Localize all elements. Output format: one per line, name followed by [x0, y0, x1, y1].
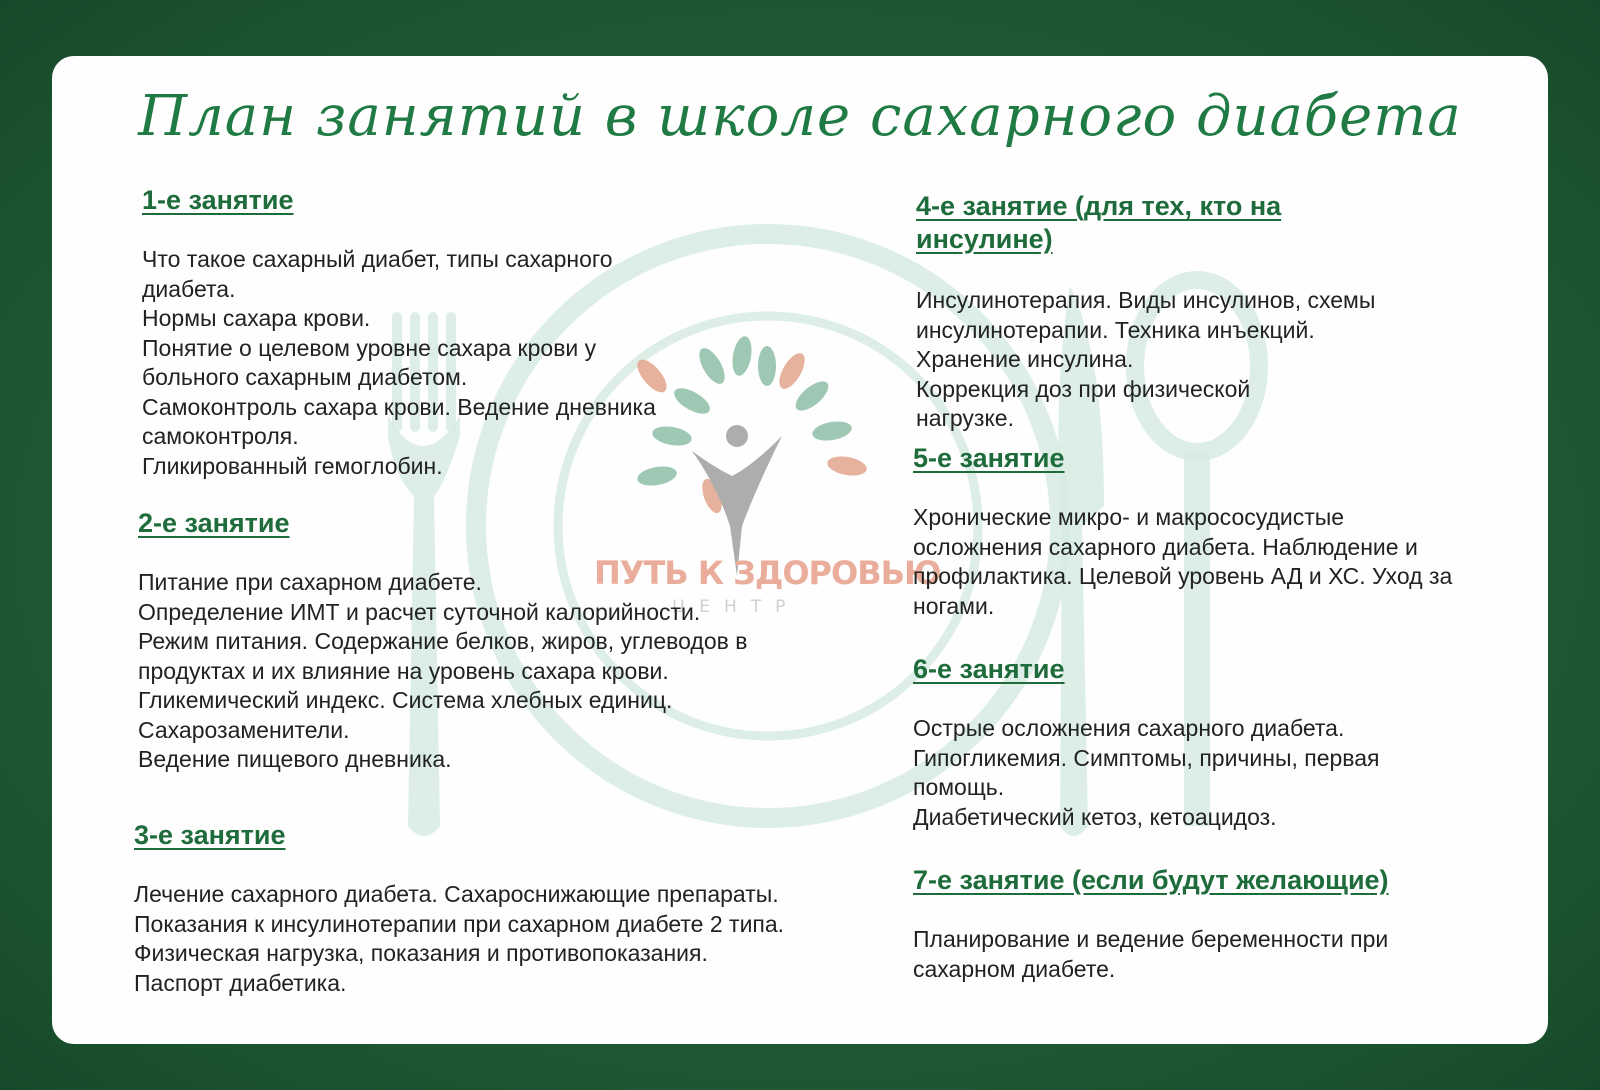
- lesson-1: [142, 184, 782, 481]
- lesson-heading: 3-е занятие: [134, 820, 286, 850]
- lesson-heading-line: 4-е занятие (для тех, кто на: [916, 191, 1282, 221]
- lesson-line: нагрузке.: [916, 405, 1014, 431]
- lesson-line: Режим питания. Содержание белков, жиров, углеводов в: [138, 628, 748, 654]
- lesson-line: Диабетический кетоз, кетоацидоз.: [913, 803, 1277, 830]
- lesson-line: продуктах и их влияние на уровень сахара крови.: [138, 657, 669, 684]
- lesson-plan-card: [52, 56, 1548, 1044]
- lesson-line: больного сахарным диабетом.: [142, 364, 468, 390]
- lesson-line: Понятие о целевом уровне сахара крови у: [142, 334, 597, 361]
- lesson-line: Показания к инсулинотерапии при сахарном диабете 2 типа.: [134, 910, 785, 937]
- lesson-heading: 5-е занятие: [913, 443, 1065, 473]
- lesson-line: Гипогликемия. Симптомы, причины, первая: [913, 744, 1380, 771]
- lesson-7: [913, 864, 1533, 984]
- lesson-line: Сахарозаменители.: [138, 716, 350, 743]
- lesson-heading: [916, 190, 1516, 256]
- lesson-line: инсулинотерапии. Техника инъекций.: [916, 316, 1315, 343]
- lesson-heading-line: инсулине): [916, 224, 1053, 254]
- lesson-line: Ведение пищевого дневника.: [138, 746, 452, 772]
- lesson-line: Питание при сахарном диабете.: [138, 569, 482, 595]
- lesson-heading: 7-е занятие (если будут желающие): [913, 865, 1389, 895]
- lesson-line: Острые осложнения сахарного диабета.: [913, 715, 1345, 741]
- lesson-line: сахарном диабете.: [913, 955, 1116, 982]
- lesson-line: Гликемический индекс. Система хлебных единиц.: [138, 687, 673, 713]
- lesson-3: [134, 819, 854, 998]
- lesson-2: [138, 507, 778, 775]
- lesson-line: Паспорт диабетика.: [134, 969, 347, 996]
- page-title: План занятий в школе сахарного диабета: [138, 84, 1462, 149]
- lesson-line: ногами.: [913, 592, 995, 619]
- lesson-line: Коррекция доз при физической: [916, 375, 1251, 402]
- lesson-heading: 2-е занятие: [138, 508, 290, 538]
- lesson-line: Планирование и ведение беременности при: [913, 926, 1389, 952]
- lesson-4: [916, 190, 1516, 434]
- lesson-line: Нормы сахара крови.: [142, 305, 371, 331]
- lesson-6: [913, 653, 1533, 832]
- lesson-line: Гликированный гемоглобин.: [142, 452, 443, 479]
- lesson-line: осложнения сахарного диабета. Наблюдение и: [913, 533, 1418, 560]
- logo-name: ПУТЬ К ЗДОРОВЬЮ: [594, 554, 941, 592]
- lesson-line: Что такое сахарный диабет, типы сахарного: [142, 246, 613, 272]
- lesson-line: профилактика. Целевой уровень АД и ХС. Уход за: [913, 563, 1453, 589]
- lesson-line: Физическая нагрузка, показания и противопоказания.: [134, 940, 708, 966]
- lesson-line: Инсулинотерапия. Виды инсулинов, схемы: [916, 287, 1376, 313]
- lesson-line: Хранение инсулина.: [916, 346, 1134, 372]
- lesson-heading: 1-е занятие: [142, 185, 294, 215]
- lesson-line: помощь.: [913, 774, 1005, 800]
- lesson-5: [913, 442, 1533, 621]
- lesson-line: Самоконтроль сахара крови. Ведение дневника: [142, 393, 656, 420]
- lesson-line: Лечение сахарного диабета. Сахароснижающие препараты.: [134, 881, 779, 907]
- lesson-line: самоконтроля.: [142, 423, 299, 449]
- lesson-line: диабета.: [142, 275, 236, 302]
- lesson-line: Определение ИМТ и расчет суточной калорийности.: [138, 598, 701, 625]
- lesson-heading: 6-е занятие: [913, 654, 1065, 684]
- lesson-line: Хронические микро- и макрососудистые: [913, 504, 1345, 530]
- logo-subtitle: ЦЕНТР: [672, 597, 800, 617]
